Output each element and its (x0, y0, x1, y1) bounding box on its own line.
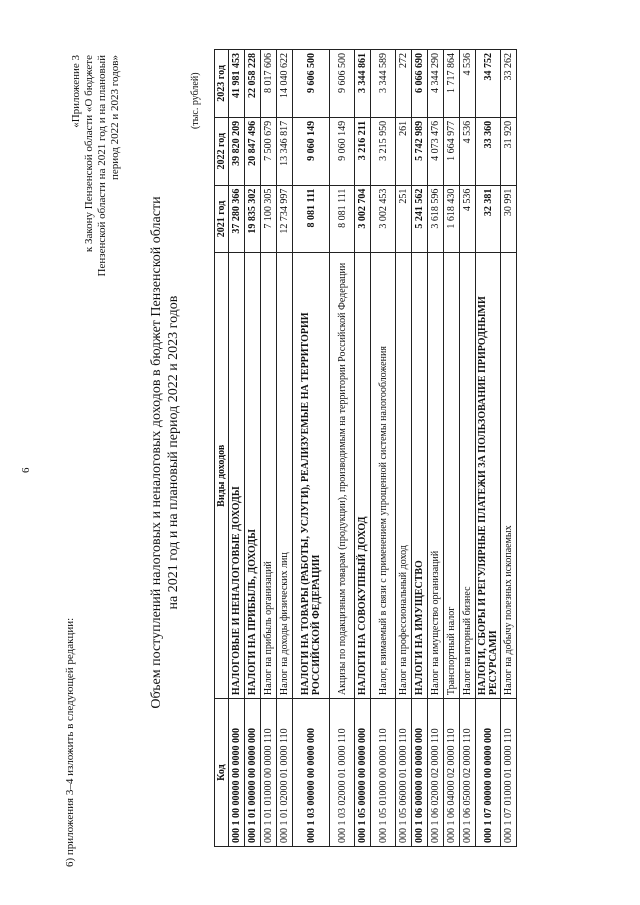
table-row (460, 50, 476, 847)
table-title-line-2: на 2021 год и на плановый период 2022 и 2023 годов (166, 295, 181, 610)
row-value-2021: 7 100 305 (261, 185, 277, 253)
row-value-2021: 19 835 302 (245, 185, 261, 253)
table-row (476, 50, 501, 847)
row-value-2021: 30 991 (501, 185, 517, 253)
row-value-2022: 33 360 (476, 117, 501, 185)
row-value-2022: 1 664 977 (444, 117, 460, 185)
row-name: НАЛОГИ НА ПРИБЫЛЬ, ДОХОДЫ (245, 253, 261, 699)
row-code: 000 1 03 00000 00 0000 000 (293, 699, 330, 847)
row-value-2022: 39 820 209 (229, 117, 245, 185)
row-value-2021: 251 (396, 185, 412, 253)
row-value-2021: 3 002 704 (355, 185, 371, 253)
header-name: Виды доходов (215, 253, 229, 699)
row-code: 000 1 01 01000 00 0000 110 (261, 699, 277, 847)
row-value-2023: 3 344 861 (355, 50, 371, 118)
row-code: 000 1 06 04000 02 0000 110 (444, 699, 460, 847)
table-row (428, 50, 444, 847)
table-row (330, 50, 355, 847)
table-row (277, 50, 293, 847)
row-value-2023: 41 981 453 (229, 50, 245, 118)
row-name: Налог на имущество организаций (428, 253, 444, 699)
table-title-line-1: Объем поступлений налоговых и неналоговых доходов в бюджет Пензенской области (149, 196, 164, 709)
row-name: НАЛОГОВЫЕ И НЕНАЛОГОВЫЕ ДОХОДЫ (229, 253, 245, 699)
row-name: НАЛОГИ, СБОРЫ И РЕГУЛЯРНЫЕ ПЛАТЕЖИ ЗА ПОЛЬЗОВАНИЕ ПРИРОДНЫМИ РЕСУРСАМИ (476, 253, 501, 699)
appendix-line-4: период 2022 и 2023 годов» (109, 55, 121, 181)
revenue-table (214, 49, 517, 847)
row-value-2023: 1 717 864 (444, 50, 460, 118)
row-value-2022: 31 920 (501, 117, 517, 185)
row-code: 000 1 05 00000 00 0000 000 (355, 699, 371, 847)
row-value-2023: 3 344 589 (371, 50, 396, 118)
row-code: 000 1 05 01000 00 0000 110 (371, 699, 396, 847)
row-name: НАЛОГИ НА ТОВАРЫ (РАБОТЫ, УСЛУГИ), РЕАЛИЗУЕМЫЕ НА ТЕРРИТОРИИ РОССИЙСКОЙ ФЕДЕРАЦИИ (293, 253, 330, 699)
row-value-2023: 14 040 622 (277, 50, 293, 118)
row-name: Налог, взимаемый в связи с применением упрощенной системы налогообложения (371, 253, 396, 699)
row-value-2022: 9 060 149 (293, 117, 330, 185)
row-value-2022: 5 742 989 (412, 117, 428, 185)
table-row (371, 50, 396, 847)
table-row (245, 50, 261, 847)
table-row (229, 50, 245, 847)
row-name: Налог на доходы физических лиц (277, 253, 293, 699)
row-code: 000 1 01 00000 00 0000 000 (245, 699, 261, 847)
row-name: Налог на игорный бизнес (460, 253, 476, 699)
row-value-2023: 6 066 690 (412, 50, 428, 118)
appendix-header (70, 55, 122, 345)
page-number: 6 (20, 467, 32, 473)
row-value-2023: 272 (396, 50, 412, 118)
row-value-2021: 8 081 111 (293, 185, 330, 253)
unit-label: (тыс. рублей) (190, 72, 201, 129)
table-row (412, 50, 428, 847)
row-value-2021: 37 280 366 (229, 185, 245, 253)
row-code: 000 1 00 00000 00 0000 000 (229, 699, 245, 847)
row-value-2021: 8 081 111 (330, 185, 355, 253)
row-value-2023: 8 017 606 (261, 50, 277, 118)
row-value-2021: 4 536 (460, 185, 476, 253)
header-2023: 2023 год (215, 50, 229, 118)
table-row (293, 50, 330, 847)
row-code: 000 1 05 06000 01 0000 110 (396, 699, 412, 847)
header-code: Код (215, 699, 229, 847)
table-row (396, 50, 412, 847)
table-row (355, 50, 371, 847)
appendix-line-2: к Закону Пензенской области «О бюджете (83, 55, 95, 253)
header-2021: 2021 год (215, 185, 229, 253)
row-value-2021: 12 734 997 (277, 185, 293, 253)
row-value-2023: 9 606 500 (293, 50, 330, 118)
row-value-2021: 3 002 453 (371, 185, 396, 253)
row-value-2021: 3 618 596 (428, 185, 444, 253)
row-code: 000 1 03 02000 01 0000 110 (330, 699, 355, 847)
row-name: Транспортный налог (444, 253, 460, 699)
row-value-2021: 32 381 (476, 185, 501, 253)
row-value-2022: 9 060 149 (330, 117, 355, 185)
intro-text: 6) приложения 3–4 изложить в следующей редакции: (64, 617, 76, 867)
row-name: Налог на добычу полезных ископаемых (501, 253, 517, 699)
table-row (261, 50, 277, 847)
row-value-2022: 261 (396, 117, 412, 185)
row-value-2022: 3 216 211 (355, 117, 371, 185)
table-row (501, 50, 517, 847)
row-value-2022: 4 073 476 (428, 117, 444, 185)
row-value-2022: 4 536 (460, 117, 476, 185)
row-name: НАЛОГИ НА ИМУЩЕСТВО (412, 253, 428, 699)
row-value-2022: 3 215 950 (371, 117, 396, 185)
row-name: Акцизы по подакцизным товарам (продукции), производимым на территории Российской Федерации (330, 253, 355, 699)
row-value-2023: 22 058 228 (245, 50, 261, 118)
row-value-2021: 1 618 430 (444, 185, 460, 253)
row-value-2021: 5 241 562 (412, 185, 428, 253)
row-value-2023: 9 606 500 (330, 50, 355, 118)
row-value-2023: 34 752 (476, 50, 501, 118)
appendix-line-3: Пензенской области на 2021 год и на плановый (96, 55, 108, 277)
row-code: 000 1 07 01000 01 0000 110 (501, 699, 517, 847)
row-value-2022: 20 847 496 (245, 117, 261, 185)
table-title (148, 80, 182, 825)
row-value-2022: 13 346 817 (277, 117, 293, 185)
row-code: 000 1 01 02000 01 0000 110 (277, 699, 293, 847)
row-name: НАЛОГИ НА СОВОКУПНЫЙ ДОХОД (355, 253, 371, 699)
row-value-2023: 4 344 290 (428, 50, 444, 118)
row-value-2022: 7 500 679 (261, 117, 277, 185)
row-code: 000 1 07 00000 00 0000 000 (476, 699, 501, 847)
header-2022: 2022 год (215, 117, 229, 185)
row-code: 000 1 06 02000 02 0000 110 (428, 699, 444, 847)
row-value-2023: 4 536 (460, 50, 476, 118)
table-header-row (215, 50, 229, 847)
row-code: 000 1 06 05000 02 0000 110 (460, 699, 476, 847)
table-row (444, 50, 460, 847)
row-name: Налог на прибыль организаций (261, 253, 277, 699)
appendix-line-1: «Приложение 3 (70, 55, 82, 128)
row-value-2023: 33 262 (501, 50, 517, 118)
row-name: Налог на профессиональный доход (396, 253, 412, 699)
row-code: 000 1 06 00000 00 0000 000 (412, 699, 428, 847)
